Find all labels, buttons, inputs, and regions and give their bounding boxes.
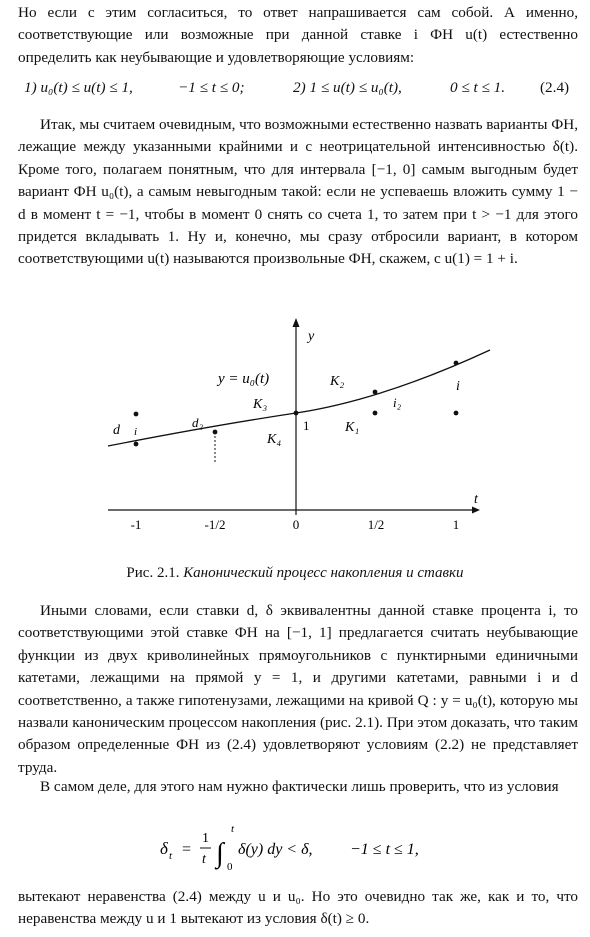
t-axis-label: t [474, 492, 478, 507]
eq2-equals: = [182, 841, 192, 858]
tick-one: 1 [452, 517, 460, 532]
point-d-top [134, 412, 139, 417]
equation-2-4 [18, 76, 578, 100]
eq2-lhs-sub: t [169, 850, 173, 862]
label-i-small: i [134, 426, 138, 438]
tick-minus-half: -1/2 [204, 517, 226, 532]
y-axis-arrow-icon [293, 318, 300, 327]
point-i2-top [373, 390, 378, 395]
eq2-integrand: δ(y) dy < δ, [238, 841, 313, 858]
figure-caption [0, 565, 590, 582]
label-K3: K₃ [253, 397, 268, 412]
paragraph-variants: Итак, мы считаем очевидным, что возможными естественно назвать варианты ФН, лежащие между указанными крайними и с неотрицательной интенсивностью δ(t). Кроме того, полагаем понятным, что для интервала [−1, 0] самым выгодным будет вариант ФН u₀(t), а самым невыгодным такой: если не успеваешь вложить сумму 1 − d в момент t = −1, чтобы в момент 0 снять со счета 1, то затем при t > −1 для этого придется вкладывать 1. Ну и, конечно, мы сразу отбросили вариант, в котором соответствующими u(t) называются произвольные ФН, скажем, с u(1) = 1 + i. [18, 116, 578, 268]
paragraph-indeed: В самом деле, для этого нам нужно фактически лишь проверить, что из условия [40, 778, 559, 795]
label-i2: i₂ [393, 395, 402, 410]
y-axis-label: y [308, 329, 315, 344]
eq2-range: −1 ≤ t ≤ 1, [350, 841, 419, 858]
tick-half: 1/2 [367, 517, 385, 532]
label-d2: d₂ [192, 415, 204, 430]
label-one: 1 [303, 418, 310, 433]
curve-u0 [108, 350, 490, 446]
caption-title: Канонический процесс накопления и ставки [183, 565, 464, 581]
t-axis-arrow-icon [472, 507, 480, 514]
label-K2: K₂ [330, 374, 345, 389]
point-origin-one [294, 411, 299, 416]
eq2-frac-num: 1 [202, 831, 209, 846]
eq2-frac-den: t [202, 852, 206, 867]
caption-prefix: Рис. 2.1. [126, 565, 180, 581]
eq-range1: −1 ≤ t ≤ 0; [178, 79, 245, 96]
paragraph-conclusion: вытекают неравенства (2.4) между u и u₀. Но это очевидно так же, как и то, что неравенства между u и 1 вытекают из условия δ(t) ≥ 0. [18, 888, 578, 928]
point-d-bottom [134, 442, 139, 447]
point-i2-bottom [373, 411, 378, 416]
eq2-lhs: δ [160, 839, 168, 858]
paragraph-other-words: Иными словами, если ставки d, δ эквивалентны данной ставке процента i, то соответствующими этой ставке ФН на [−1, 1] предлагается считать неубывающие функции из двух криволинейных прямоугольников с пунктирными единичными катетами, лежащими на прямой y = 1, и другими катетами, равными i и d соответственно, а также гипотенузами, лежащими на кривой Q : y = u₀(t), которую мы назвали каноническим процессом накопления (рис. 2.1). При этом доказать, что таким образом определенные ФН из (2.4) удовлетворяют условиям (2.2) не представляет труда. [18, 602, 578, 776]
figure-2-1 [0, 310, 590, 540]
eq-number: (2.4) [540, 79, 570, 96]
label-d: d [113, 423, 120, 438]
point-i-bottom [454, 411, 459, 416]
label-K1: K₁ [345, 420, 360, 435]
tick-minus-1: -1 [130, 517, 142, 532]
eq-range2: 0 ≤ t ≤ 1. [450, 79, 506, 96]
eq-part2: 2) 1 ≤ u(t) ≤ u₀(t), [293, 79, 402, 96]
curve-label: y = u₀(t) [218, 371, 270, 387]
eq2-upper: t [231, 823, 235, 835]
eq2-integral: ∫ [216, 838, 224, 869]
label-K4: K₄ [267, 432, 282, 447]
tick-zero: 0 [292, 517, 300, 532]
label-i: i [456, 379, 460, 394]
point-i-top [454, 361, 459, 366]
paragraph-intro: Но если с этим согласиться, то ответ напрашивается сам собой. А именно, соответствующие или возможные при данной ставке i ФН u(t) естественно определить как неубывающие и удовлетворяющие условиям: [18, 4, 578, 66]
equation-delta-t [160, 818, 460, 878]
eq-part1: 1) u₀(t) ≤ u(t) ≤ 1, [24, 79, 133, 96]
eq2-lower: 0 [227, 861, 233, 873]
